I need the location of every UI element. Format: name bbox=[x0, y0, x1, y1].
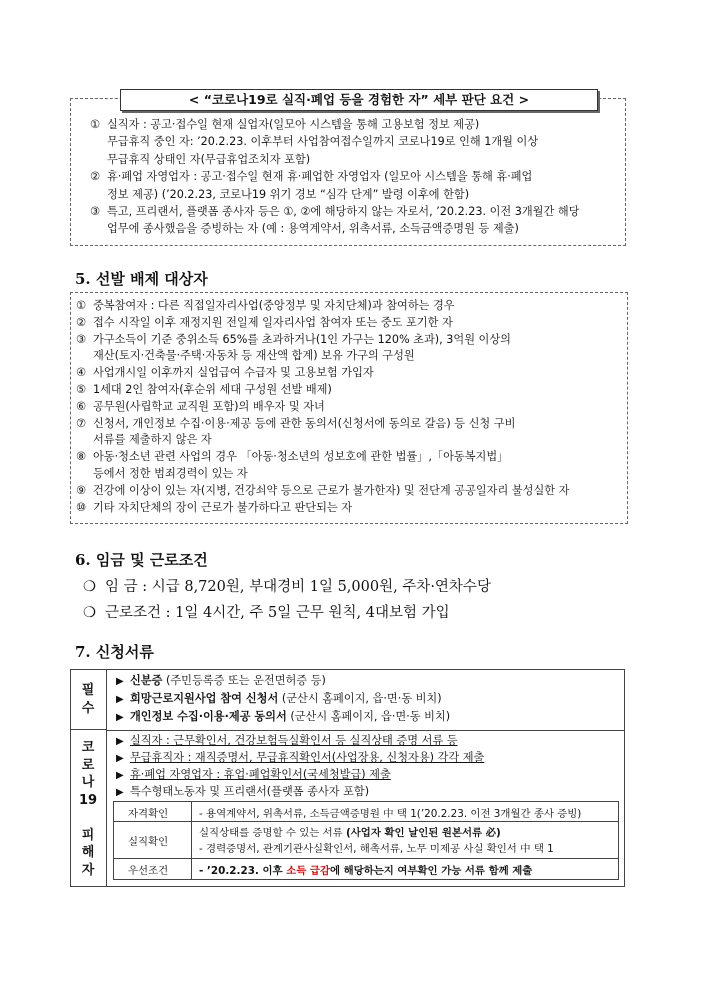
exclusion-number: ⑨ bbox=[76, 483, 87, 497]
criteria-line bbox=[90, 220, 519, 237]
victim-doc-text: 무급휴직자 : 재직증명서, 무급휴직확인서(사업장용, 신청자용) 각각 제출 bbox=[130, 751, 485, 764]
exclusion-text: 가구소득이 기준 중위소득 65%를 초과하거나(1인 가구는 120% 초과), 3억원 이상의 bbox=[93, 332, 511, 346]
wage-line bbox=[83, 575, 491, 596]
exclusion-text: 1세대 2인 참여자(후순위 세대 구성원 선발 배제) bbox=[93, 383, 332, 396]
victim-doc-row bbox=[116, 767, 391, 784]
required-doc-note: (주민등록증 또는 운전면허증 등) bbox=[162, 674, 326, 687]
unemployment-label: 실직확인 bbox=[128, 836, 169, 848]
unemployment-text-1 bbox=[199, 824, 501, 839]
exclusion-number: ⑤ bbox=[76, 383, 87, 396]
condition-line bbox=[83, 601, 450, 622]
exclusion-text: 접수 시작일 이후 재정지원 전일제 일자리사업 참여자 또는 중도 포기한 자 bbox=[93, 315, 453, 329]
arrow-icon: ▶ bbox=[116, 753, 124, 764]
required-doc-note: (군산시 홈페이지, 읍·면·동 비치) bbox=[286, 710, 451, 723]
exclusion-text: 서류를 제출하지 않은 자 bbox=[93, 433, 212, 447]
exclusion-line bbox=[76, 331, 511, 348]
criteria-title: < “코로나19로 실직·폐업 등을 경험한 자” 세부 판단 요건 > bbox=[120, 89, 598, 111]
arrow-icon: ▶ bbox=[116, 736, 124, 747]
freelancer-subtable bbox=[113, 801, 619, 880]
criteria-line bbox=[90, 133, 538, 150]
subtable-row-divider bbox=[114, 821, 618, 822]
exclusion-line bbox=[76, 364, 374, 381]
required-doc-name: 희망근로지원사업 참여 신청서 bbox=[130, 692, 279, 705]
exclusion-text: 신청서, 개인정보 수집·이용·제공 등에 관한 동의서(신청서에 동의로 갈음) 등 신청 구비 bbox=[93, 416, 516, 430]
criteria-text: 무급휴직 상태인 자(무급휴업조치자 포함) bbox=[107, 152, 311, 166]
victim-label-char: 코 bbox=[81, 740, 95, 755]
arrow-icon: ▶ bbox=[116, 676, 124, 687]
exclusion-number: ⑧ bbox=[76, 450, 87, 464]
exclusion-number: ① bbox=[76, 299, 87, 312]
required-doc-row bbox=[116, 691, 442, 708]
victim-label-char: 자 bbox=[81, 862, 95, 878]
victim-label-char: 해 bbox=[81, 845, 95, 860]
exclusion-text: 등에서 정한 범죄경력이 있는 자 bbox=[93, 467, 248, 480]
exclusion-line bbox=[76, 347, 415, 364]
exclusion-text: 공무원(사립학교 교직원 포함)의 배우자 및 자녀 bbox=[93, 399, 325, 413]
exclusion-text: 건강에 이상이 있는 자(지병, 건강쇠약 등으로 근로가 불가한자) 및 전단계 공공일자리 불성실한 자 bbox=[93, 483, 570, 497]
criteria-line bbox=[90, 168, 532, 185]
section-5-heading: 5. 선발 배제 대상자 bbox=[75, 270, 208, 288]
exclusion-line bbox=[76, 482, 569, 499]
wage-text: 임 금 : 시급 8,720원, 부대경비 1일 5,000원, 주차·연차수당 bbox=[105, 579, 491, 595]
exclusion-number: ⑩ bbox=[76, 500, 87, 514]
victim-doc-row bbox=[116, 750, 484, 767]
required-doc-row bbox=[116, 709, 450, 726]
arrow-icon: ▶ bbox=[116, 712, 124, 723]
bullet-circle: ❍ bbox=[83, 605, 96, 621]
criteria-number: ① bbox=[90, 118, 101, 131]
victim-label-char: 나 bbox=[81, 775, 95, 790]
exclusion-text: 기타 자치단체의 장이 근로가 불가하다고 판단되는 자 bbox=[93, 500, 353, 514]
required-doc-row bbox=[116, 673, 326, 690]
unemployment-text-a: 실직상태를 증명할 수 있는 서류 bbox=[199, 827, 346, 839]
criteria-text: 특고, 프리랜서, 플랫폼 종사자 등은 ①, ②에 해당하지 않는 자로서, ’20.2.23. 이전 3개월간 해당 bbox=[107, 205, 580, 218]
victim-label-char: 피 bbox=[81, 827, 95, 843]
exclusion-line bbox=[76, 314, 453, 331]
criteria-line bbox=[90, 186, 469, 203]
arrow-icon: ▶ bbox=[116, 694, 124, 705]
required-label-cell bbox=[71, 670, 107, 730]
exclusion-line bbox=[76, 499, 352, 516]
victim-doc-text: 휴·폐업 자영업자 : 휴업·폐업확인서(국세청발급) 제출 bbox=[130, 768, 391, 781]
priority-text-highlight: 소득 급감 bbox=[286, 865, 330, 877]
criteria-number: ② bbox=[90, 170, 101, 184]
criteria-text: 정보 제공) (’20.2.23, 코로나19 위기 경보 “심각 단계” 발령 이후에 한함) bbox=[107, 187, 470, 201]
exclusion-number: ⑥ bbox=[76, 399, 87, 413]
priority-text-a: - ’20.2.23. 이후 bbox=[199, 865, 287, 877]
criteria-text: 실직자 : 공고·접수일 현재 실업자(일모아 시스템을 통해 고용보험 정보 제공) bbox=[107, 118, 480, 131]
victim-doc-row bbox=[116, 784, 369, 801]
criteria-text: 휴·폐업 자영업자 : 공고·접수일 현재 휴·폐업한 자영업자 (일모아 시스템을 통해 휴·폐업 bbox=[107, 170, 533, 184]
required-label-char: 수 bbox=[81, 701, 95, 716]
victim-doc-text: 특수형태노동자 및 프리랜서(플랫폼 종사자 포함) bbox=[130, 785, 370, 798]
exclusion-line bbox=[76, 431, 212, 448]
exclusion-line bbox=[76, 465, 248, 482]
priority-text-c: 에 해당하는지 여부확인 가능 서류 함께 제출 bbox=[329, 865, 533, 877]
qualification-label: 자격확인 bbox=[128, 808, 169, 820]
unemployment-text-b: (사업자 확인 날인된 원본서류 必) bbox=[346, 827, 501, 839]
arrow-icon: ▶ bbox=[116, 770, 124, 781]
criteria-number: ③ bbox=[90, 205, 101, 218]
victim-label-char: 로 bbox=[81, 757, 95, 773]
qualification-text: - 용역계약서, 위촉서류, 소득금액증명원 中 택 1(’20.2.23. 이전 3개월간 종사 증빙) bbox=[199, 808, 582, 820]
required-doc-note: (군산시 홈페이지, 읍·면·동 비치) bbox=[278, 692, 442, 705]
row-divider bbox=[107, 730, 625, 731]
priority-text bbox=[199, 862, 532, 877]
victim-doc-text: 실직자 : 근무확인서, 건강보험득실확인서 등 실직상태 증명 서류 등 bbox=[130, 734, 458, 747]
exclusion-number: ③ bbox=[76, 332, 87, 346]
unemployment-text-2: - 경력증명서, 관계기관사실확인서, 해촉서류, 노무 미제공 사실 확인서 中 택 1 bbox=[199, 843, 554, 855]
victim-label-char: 19 bbox=[78, 792, 98, 808]
section-6-heading: 6. 임금 및 근로조건 bbox=[75, 551, 208, 569]
subtable-col-divider bbox=[191, 802, 192, 879]
criteria-text: 무급휴직 중인 자: ’20.2.23. 이후부터 사업참여접수일까지 코로나19로 인해 1개월 이상 bbox=[107, 135, 539, 149]
bullet-circle: ❍ bbox=[83, 579, 96, 595]
victim-doc-row bbox=[116, 733, 458, 750]
exclusion-line bbox=[76, 448, 508, 465]
criteria-text: 업무에 종사했음을 증빙하는 자 (예 : 용역계약서, 위촉서류, 소득금액증명원 등 제출) bbox=[107, 222, 519, 236]
priority-label: 우선조건 bbox=[128, 865, 169, 877]
subtable-row-divider bbox=[114, 858, 618, 859]
exclusion-text: 중복참여자 : 다른 직접일자리사업(중앙정부 및 자치단체)과 참여하는 경우 bbox=[93, 299, 455, 312]
exclusion-text: 재산(토지·건축물·주택·자동차 등 재산액 합계) 보유 가구의 구성원 bbox=[93, 349, 415, 363]
exclusion-line bbox=[76, 415, 515, 432]
condition-text: 근로조건 : 1일 4시간, 주 5일 근무 원칙, 4대보험 가입 bbox=[105, 605, 450, 621]
exclusion-number: ② bbox=[76, 315, 87, 329]
exclusion-text: 아동·청소년 관련 사업의 경우 「아동·청소년의 성보호에 관한 법률」,「아동복지법」 bbox=[93, 450, 509, 464]
criteria-line bbox=[90, 203, 579, 220]
exclusion-number: ④ bbox=[76, 366, 87, 380]
exclusion-line bbox=[76, 398, 325, 415]
criteria-line bbox=[90, 116, 479, 133]
arrow-icon: ▶ bbox=[116, 787, 124, 798]
criteria-line bbox=[90, 151, 310, 168]
required-doc-name: 개인정보 수집·이용·제공 동의서 bbox=[130, 710, 287, 723]
exclusion-number: ⑦ bbox=[76, 416, 87, 430]
exclusion-text: 사업개시일 이후까지 실업급여 수급자 및 고용보험 가입자 bbox=[93, 366, 374, 380]
required-doc-name: 신분증 bbox=[130, 674, 163, 687]
required-label-char: 필 bbox=[81, 683, 95, 698]
exclusion-line bbox=[76, 297, 455, 314]
section-7-heading: 7. 신청서류 bbox=[75, 643, 154, 661]
exclusion-line bbox=[76, 381, 332, 398]
